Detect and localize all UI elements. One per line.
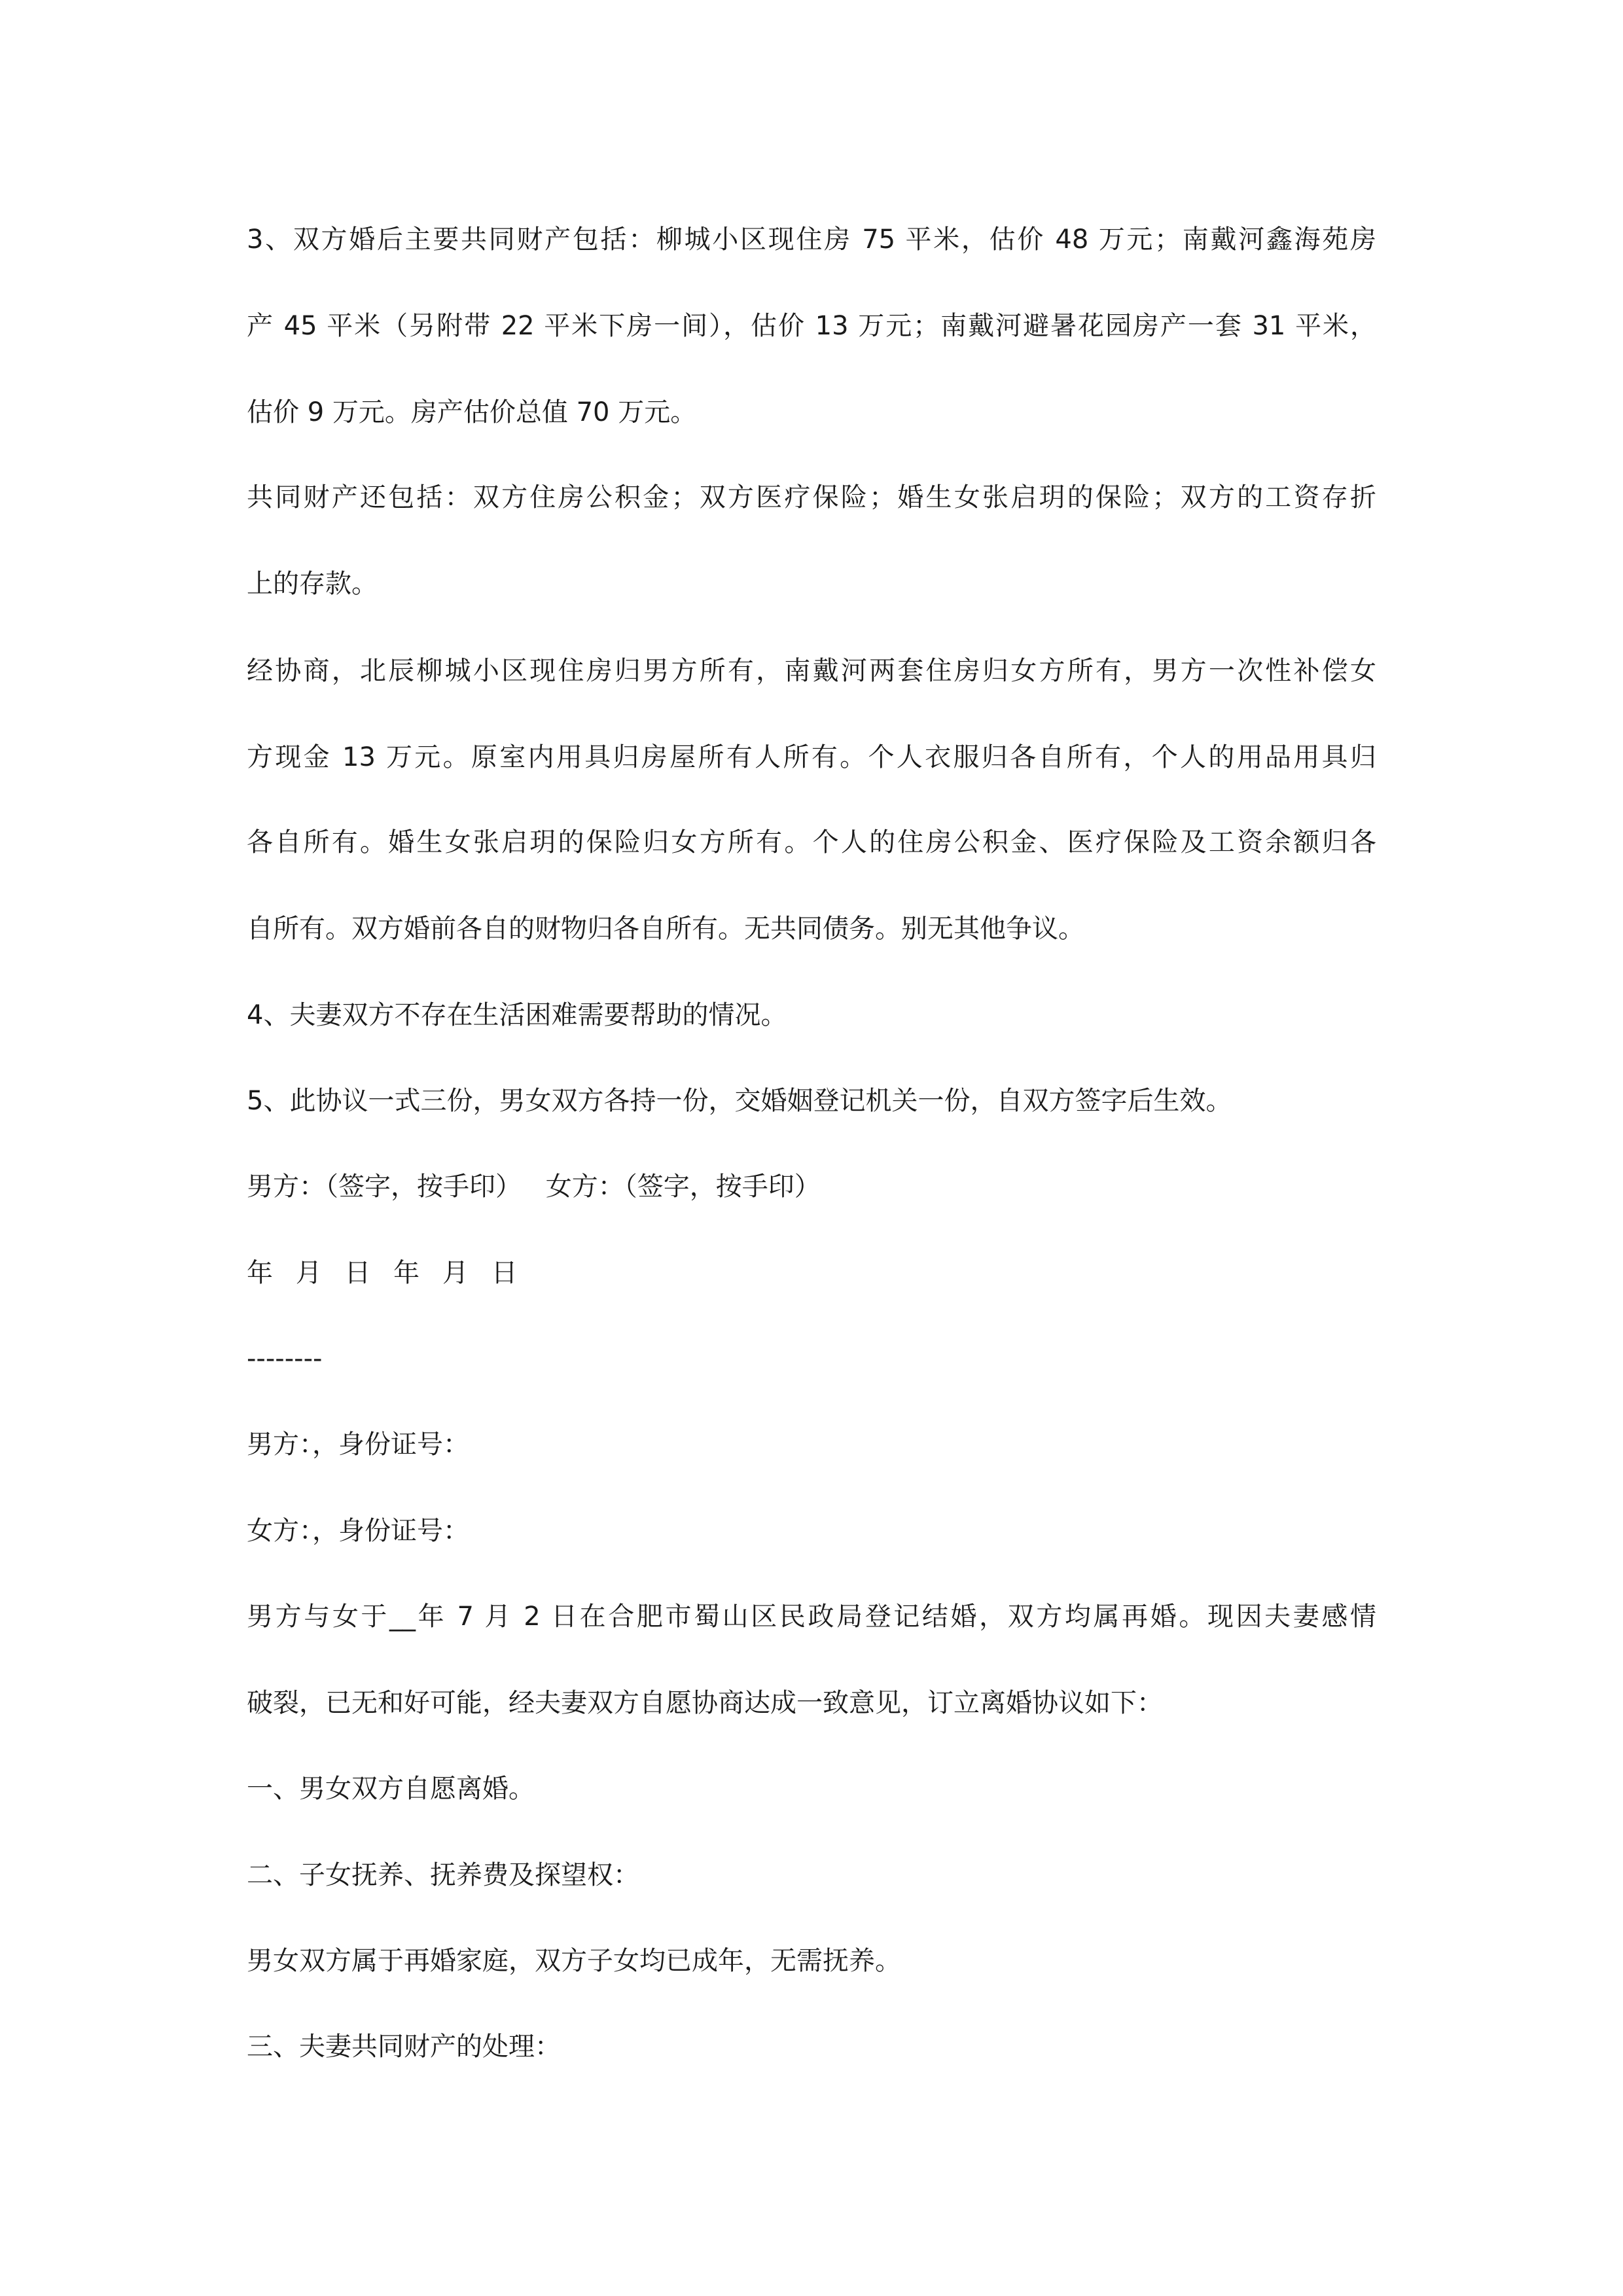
party-male-id-line: 男方：，身份证号：: [247, 1429, 469, 1460]
party-female-id-line: 女方：，身份证号：: [247, 1516, 469, 1546]
paragraph-line: 产 45 平米（另附带 22 平米下房一间），估价 13 万元；南戴河避暑花园房产一套 31 平米，: [247, 311, 1376, 341]
paragraph-line: 自所有。双方婚前各自的财物归各自所有。无共同债务。别无其他争议。: [247, 914, 1084, 944]
paragraph-line: 男女双方属于再婚家庭，双方子女均已成年，无需抚养。: [247, 1946, 901, 1976]
paragraph-line: 5、此协议一式三份，男女双方各持一份，交婚姻登记机关一份，自双方签字后生效。: [247, 1086, 1232, 1116]
paragraph-line: 各自所有。婚生女张启玥的保险归女方所有。个人的住房公积金、医疗保险及工资余额归各: [247, 827, 1376, 857]
section-heading: 一、男女双方自愿离婚。: [247, 1774, 535, 1804]
signature-line: 男方：（签字，按手印） 女方：（签字，按手印）: [247, 1172, 821, 1202]
separator: --------: [247, 1344, 323, 1374]
paragraph-line: 估价 9 万元。房产估价总值 70 万元。: [247, 397, 697, 427]
section-heading: 二、子女抚养、抚养费及探望权：: [247, 1860, 639, 1890]
paragraph-line: 共同财产还包括：双方住房公积金；双方医疗保险；婚生女张启玥的保险；双方的工资存折: [247, 482, 1376, 512]
paragraph-line: 方现金 13 万元。原室内用具归房屋所有人所有。个人衣服归各自所有，个人的用品用具归: [247, 742, 1376, 772]
paragraph-line: 上的存款。: [247, 569, 378, 599]
paragraph-line: 破裂，已无和好可能，经夫妻双方自愿协商达成一致意见，订立离婚协议如下：: [247, 1688, 1163, 1718]
paragraph-line: 4、夫妻双方不存在生活困难需要帮助的情况。: [247, 1000, 787, 1030]
section-heading: 三、夫妻共同财产的处理：: [247, 2032, 561, 2062]
paragraph-line: 经协商，北辰柳城小区现住房归男方所有，南戴河两套住房归女方所有，男方一次性补偿女: [247, 656, 1376, 686]
date-line: 年 月 日 年 月 日: [247, 1258, 518, 1288]
paragraph-line: 3、双方婚后主要共同财产包括：柳城小区现住房 75 平米，估价 48 万元；南戴河鑫海苑房: [247, 224, 1376, 255]
paragraph-line: 男方与女于__年 7 月 2 日在合肥市蜀山区民政局登记结婚，双方均属再婚。现因夫妻感情: [247, 1602, 1376, 1632]
